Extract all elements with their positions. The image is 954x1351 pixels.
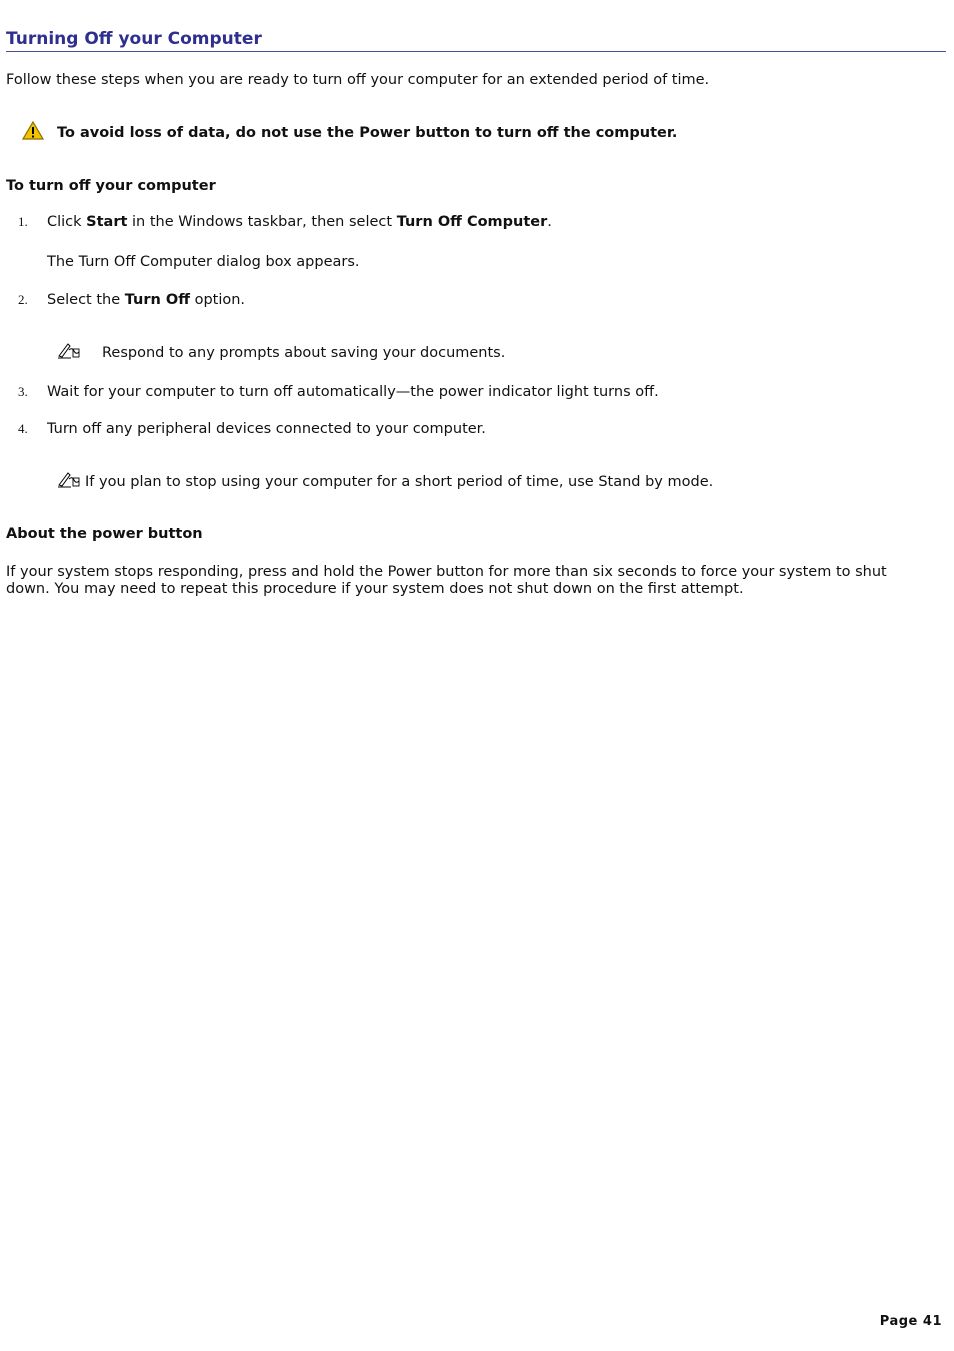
procedure-heading: To turn off your computer	[6, 178, 216, 194]
page-title: Turning Off your Computer	[6, 28, 946, 52]
note-pen-icon	[57, 470, 81, 492]
step-4-text: Turn off any peripheral devices connected to your computer.	[47, 421, 486, 437]
warning-triangle-icon	[22, 121, 44, 144]
note-text: If you plan to stop using your computer for a short period of time, use Stand by mode.	[85, 474, 714, 490]
step-number: 3.	[18, 384, 28, 399]
step-1-followup: The Turn Off Computer dialog box appears.	[47, 254, 360, 270]
intro-paragraph: Follow these steps when you are ready to turn off your computer for an extended period of time.	[6, 72, 710, 88]
page-number: Page 41	[879, 1314, 942, 1329]
about-heading: About the power button	[6, 526, 203, 542]
about-line-1: If your system stops responding, press and hold the Power button for more than six seconds to force your system to shut	[6, 564, 887, 580]
step-number: 4.	[18, 421, 28, 436]
warning-text: To avoid loss of data, do not use the Power button to turn off the computer.	[57, 124, 678, 141]
step-2-text: Select the Turn Off option.	[47, 292, 246, 308]
note-text: Respond to any prompts about saving your documents.	[102, 345, 506, 361]
step-number: 2.	[18, 292, 28, 307]
about-paragraph	[6, 564, 887, 598]
step-2-note	[57, 341, 505, 363]
note-pen-icon	[57, 341, 81, 363]
warning-callout	[22, 121, 677, 144]
about-line-2: down. You may need to repeat this procedure if your system does not shut down on the first attempt.	[6, 581, 744, 597]
step-1-text: Click Start in the Windows taskbar, then select Turn Off Computer.	[47, 214, 552, 230]
step-3-text: Wait for your computer to turn off automatically—the power indicator light turns off.	[47, 384, 659, 400]
final-note	[57, 470, 713, 492]
step-number: 1.	[18, 214, 28, 229]
